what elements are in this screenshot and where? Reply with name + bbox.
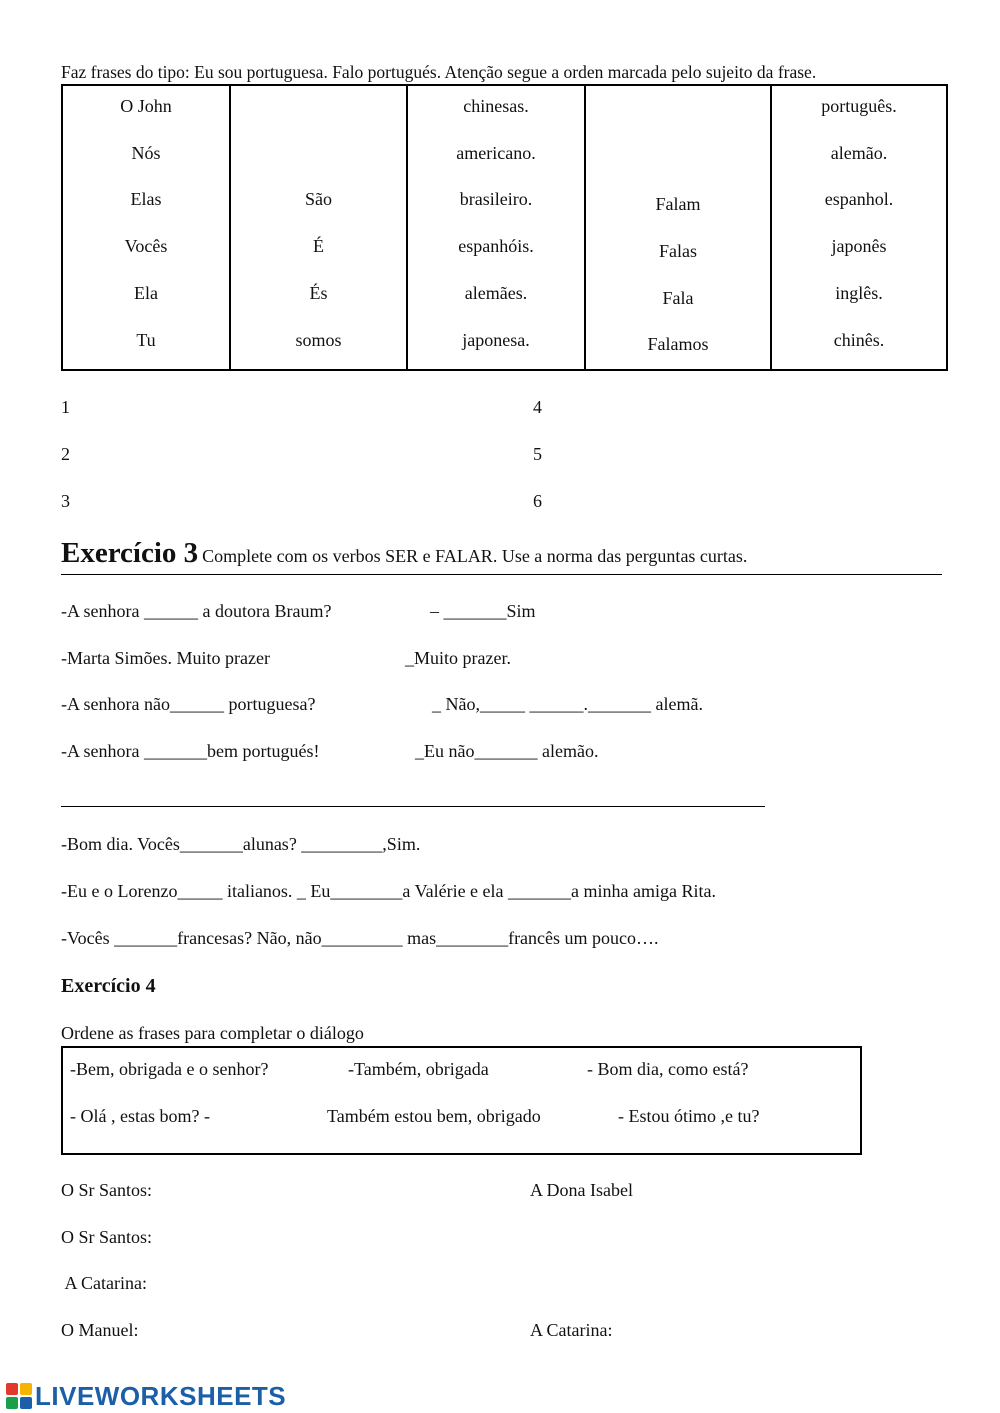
- logo-square: [6, 1397, 18, 1409]
- phrase-option: - Olá , estas bom? -: [70, 1106, 210, 1126]
- ser-verb-cell: somos: [295, 330, 342, 350]
- subject-cell: Elas: [130, 189, 162, 209]
- subject-cell: Vocês: [124, 236, 168, 256]
- ser-verb-cell: És: [309, 283, 328, 303]
- answer-number: 1: [61, 397, 70, 417]
- nationality-cell: alemães.: [464, 283, 528, 303]
- answer-number: 2: [61, 444, 70, 464]
- liveworksheets-logo: [6, 1382, 286, 1410]
- dialogue-line-left: -Marta Simões. Muito prazer: [61, 648, 270, 668]
- dialogue-line-right: _ Não,_____ ______._______ alemã.: [432, 694, 703, 714]
- answer-number: 3: [61, 491, 70, 511]
- ser-verb-cell: São: [305, 189, 332, 209]
- logo-mark-icon: [6, 1383, 32, 1409]
- falar-verbs-column: [586, 86, 772, 369]
- language-cell: espanhol.: [824, 189, 894, 209]
- speaker-label: A Catarina:: [530, 1320, 613, 1340]
- dialogue-line-left: -A senhora não______ portuguesa?: [61, 694, 316, 714]
- exercise3-title: Exercício 3: [61, 537, 199, 569]
- phrase-options-box: [61, 1046, 862, 1155]
- dialogue-line-right: _Eu não_______ alemão.: [415, 741, 599, 761]
- logo-text: LIVEWORKSHEETS: [35, 1380, 287, 1411]
- subject-cell: Tu: [136, 330, 156, 350]
- dialogue-line-right: _Muito prazer.: [405, 648, 511, 668]
- speaker-label: A Dona Isabel: [530, 1180, 633, 1200]
- phrase-option: -Também, obrigada: [348, 1059, 489, 1079]
- language-cell: japonês: [831, 236, 887, 256]
- dialogue-line-left: -A senhora _______bem portugués!: [61, 741, 320, 761]
- falar-verb-cell: Falas: [659, 241, 697, 261]
- nationality-cell: espanhóis.: [458, 236, 534, 256]
- instruction-text: Faz frases do tipo: Eu sou portuguesa. Falo portugués. Atenção segue a orden marcada pelo sujeito da frase.: [61, 62, 817, 82]
- falar-verb-cell: Falam: [655, 194, 701, 214]
- falar-verb-cell: Falamos: [647, 334, 709, 354]
- dialogue-line: -Bom dia. Vocês_______alunas? _________,Sim.: [61, 834, 421, 854]
- ser-verb-cell: É: [313, 236, 324, 256]
- speaker-label: O Manuel:: [61, 1320, 139, 1340]
- nationalities-column: [408, 86, 586, 369]
- falar-verb-cell: Fala: [662, 288, 694, 308]
- languages-column: [772, 86, 946, 369]
- answer-number: 5: [533, 444, 542, 464]
- speaker-label: A Catarina:: [61, 1273, 147, 1293]
- logo-square: [20, 1397, 32, 1409]
- exercise3-underline: [61, 574, 942, 575]
- exercise3-instruction: Complete com os verbos SER e FALAR. Use a norma das perguntas curtas.: [202, 546, 748, 566]
- phrase-option: - Estou ótimo ,e tu?: [618, 1106, 760, 1126]
- phrase-option: - Bom dia, como está?: [587, 1059, 749, 1079]
- speaker-label: O Sr Santos:: [61, 1180, 153, 1200]
- speaker-label: O Sr Santos:: [61, 1227, 153, 1247]
- dialogue-line: -Eu e o Lorenzo_____ italianos. _ Eu________a Valérie e ela _______a minha amiga Rita.: [61, 881, 716, 901]
- subject-cell: Nós: [131, 143, 161, 163]
- dialogue-line-left: -A senhora ______ a doutora Braum?: [61, 601, 332, 621]
- subject-cell: O John: [120, 96, 172, 116]
- word-table: [61, 84, 948, 371]
- nationality-cell: japonesa.: [462, 330, 530, 350]
- phrase-option: Também estou bem, obrigado: [327, 1106, 541, 1126]
- separator-line: [61, 806, 765, 807]
- nationality-cell: americano.: [456, 143, 536, 163]
- subjects-column: [63, 86, 231, 369]
- exercise3-heading: [61, 537, 747, 570]
- logo-square: [20, 1383, 32, 1395]
- logo-square: [6, 1383, 18, 1395]
- answer-number: 6: [533, 491, 542, 511]
- exercise4-title: Exercício 4: [61, 975, 156, 997]
- nationality-cell: brasileiro.: [459, 189, 533, 209]
- ser-verbs-column: [231, 86, 408, 369]
- dialogue-line: -Vocês _______francesas? Não, não_________ mas________francês um pouco….: [61, 928, 659, 948]
- language-cell: português.: [821, 96, 897, 116]
- exercise4-instruction: Ordene as frases para completar o diálogo: [61, 1023, 364, 1043]
- subject-cell: Ela: [134, 283, 158, 303]
- nationality-cell: chinesas.: [463, 96, 529, 116]
- answer-number: 4: [533, 397, 542, 417]
- dialogue-line-right: – _______Sim: [430, 601, 536, 621]
- phrase-option: -Bem, obrigada e o senhor?: [70, 1059, 269, 1079]
- language-cell: inglês.: [835, 283, 883, 303]
- language-cell: chinês.: [833, 330, 885, 350]
- language-cell: alemão.: [830, 143, 888, 163]
